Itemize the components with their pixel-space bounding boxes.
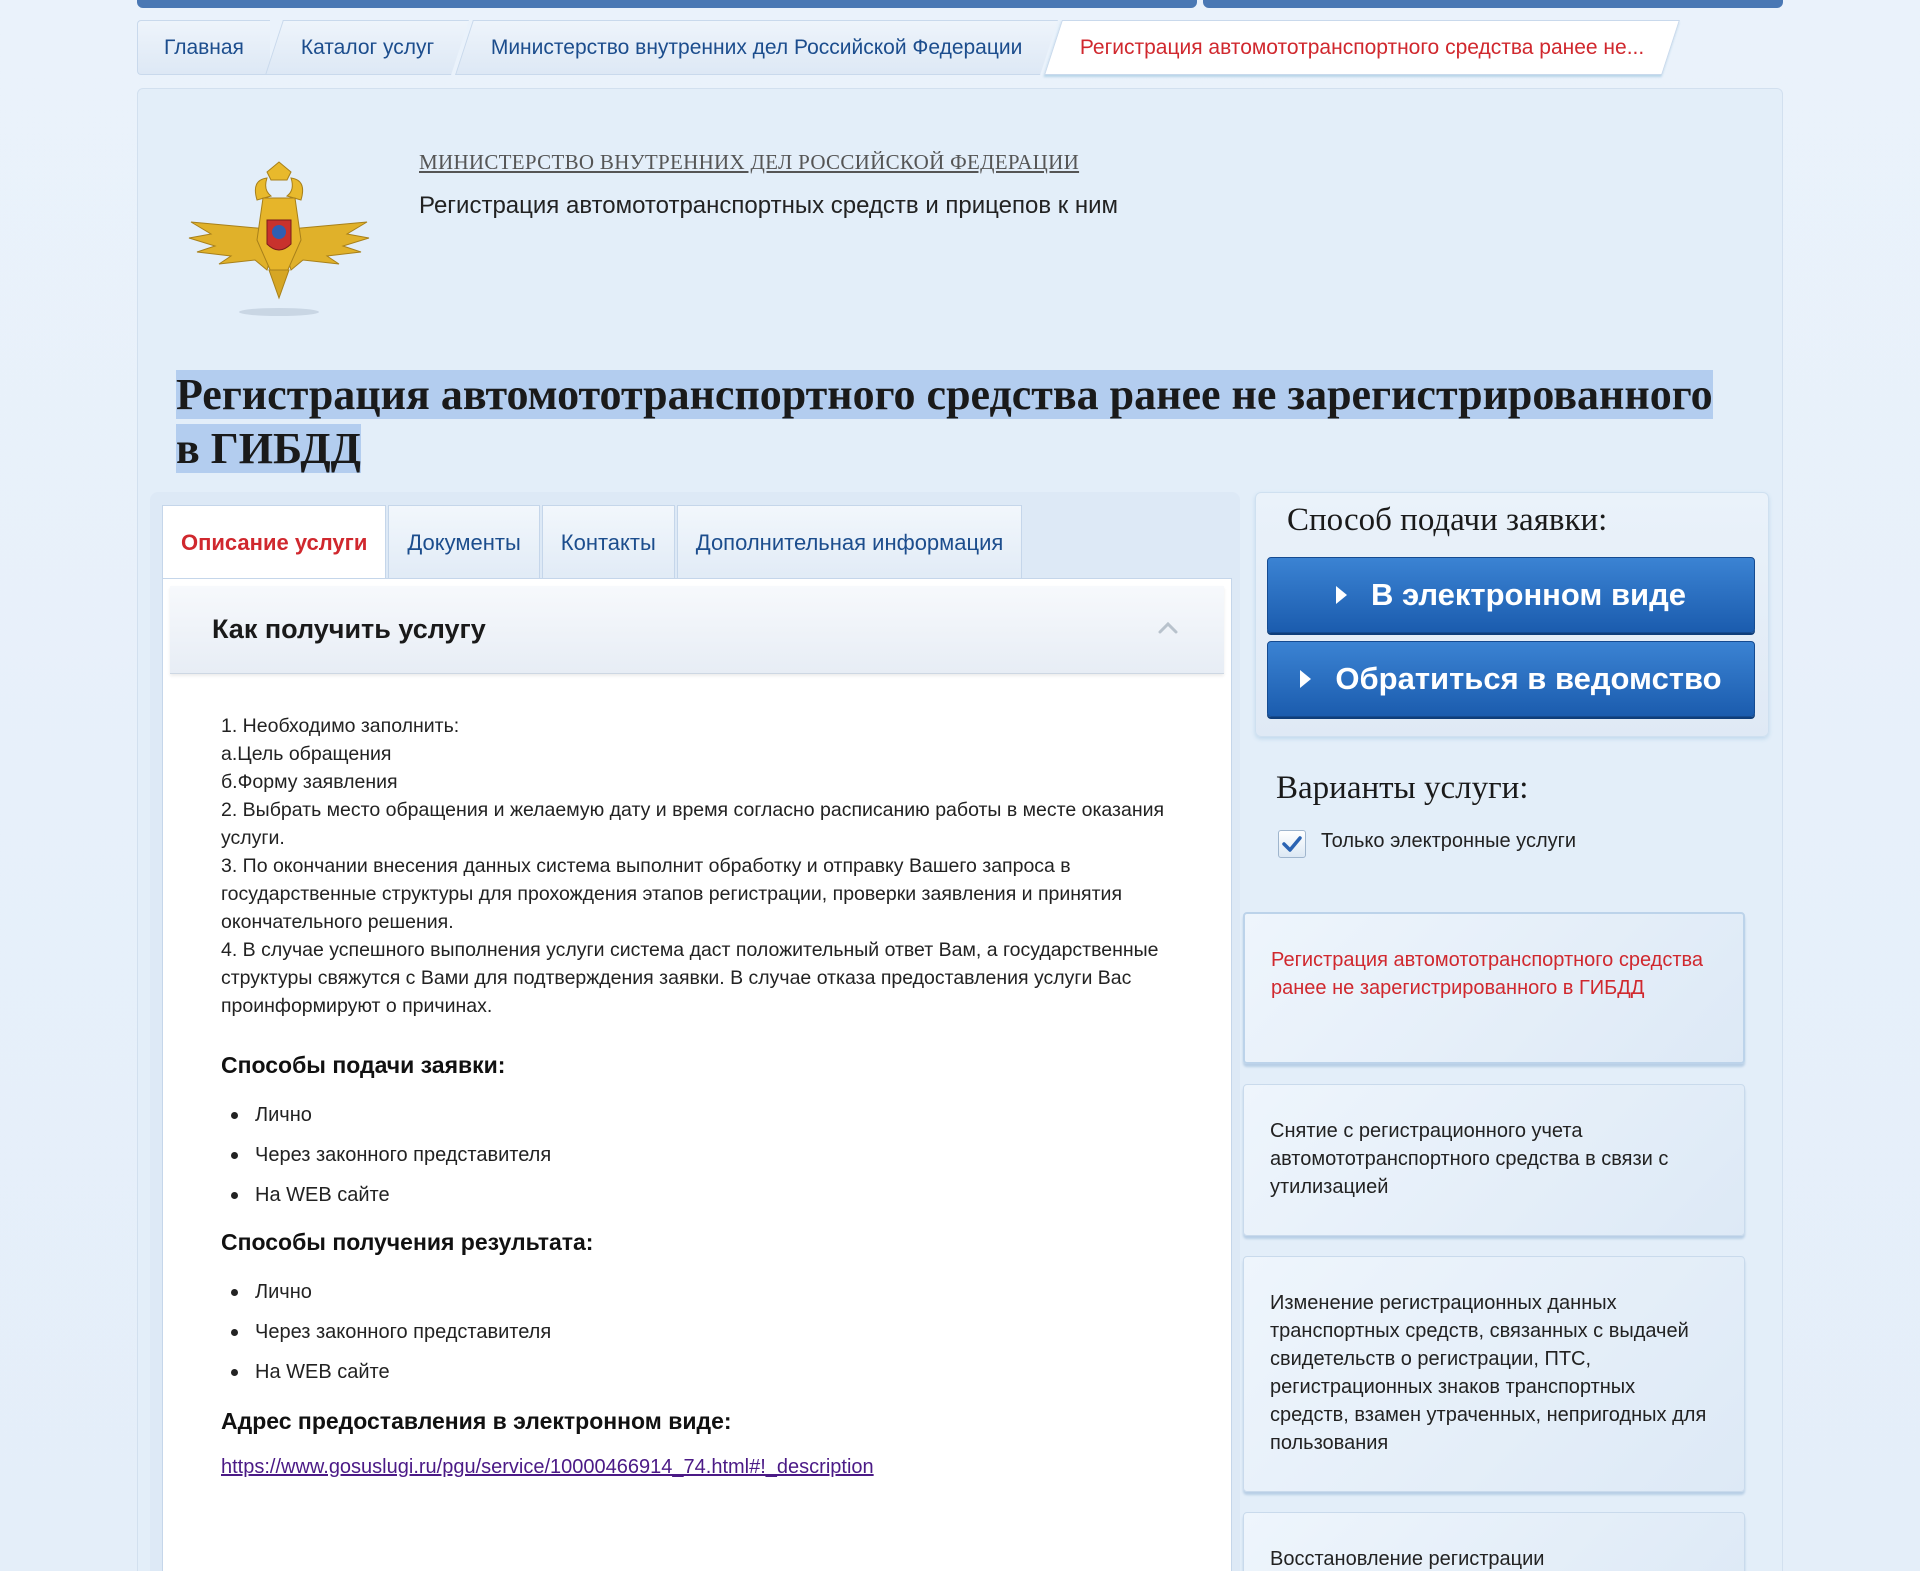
breadcrumb-ministry[interactable]: Министерство внутренних дел Российской Федерации <box>455 20 1057 75</box>
list-item: Через законного представителя <box>221 1312 551 1352</box>
electronic-only-checkbox[interactable] <box>1278 830 1306 858</box>
list-item: Лично <box>221 1272 551 1312</box>
service-url-link[interactable]: https://www.gosuslugi.ru/pgu/service/10000466914_74.html#!_description <box>221 1456 874 1478</box>
breadcrumb-catalog[interactable]: Каталог услуг <box>265 20 469 75</box>
step-text: а.Цель обращения <box>221 743 392 765</box>
steps-list <box>221 712 1181 1020</box>
tab-description[interactable]: Описание услуги <box>162 505 386 579</box>
service-subtitle: Регистрация автомототранспортных средств и прицепов к ним <box>419 192 1119 219</box>
button-label: Обратиться в ведомство <box>1335 661 1722 696</box>
result-list <box>221 1272 551 1392</box>
tab-contacts[interactable]: Контакты <box>542 505 675 579</box>
service-variant[interactable] <box>1243 1084 1745 1236</box>
accordion-title: Как получить услугу <box>212 614 486 644</box>
list-item: На WEB сайте <box>221 1175 551 1215</box>
top-nav-strip <box>137 0 1197 8</box>
list-item: Через законного представителя <box>221 1135 551 1175</box>
electronic-only-label: Только электронные услуги <box>1321 830 1577 852</box>
accordion-header[interactable] <box>170 586 1224 674</box>
tab-documents[interactable]: Документы <box>388 505 539 579</box>
breadcrumb-home[interactable]: Главная <box>137 20 270 75</box>
step-text: 2. Выбрать место обращения и желаемую дату и время согласно расписанию работы в месте оказания услуги. <box>221 799 1165 849</box>
service-variant-label: Изменение регистрационных данных транспортных средств, связанных с выдачей свидетельств о регистрации, ПТС, регистрационных знаков транспортных средств, взамен утраченных, непригодных для пользования <box>1270 1292 1707 1454</box>
service-variant-label: Снятие с регистрационного учета автомототранспортного средства в связи с утилизацией <box>1270 1120 1669 1198</box>
checkmark-icon <box>1279 831 1305 857</box>
service-variant-label: Регистрация автомототранспортного средства ранее не зарегистрированного в ГИБДД <box>1271 949 1704 999</box>
play-arrow-icon <box>1336 586 1347 604</box>
electronic-submit-button[interactable] <box>1267 557 1755 633</box>
chevron-up-icon[interactable] <box>1156 616 1180 640</box>
submit-method-title: Способ подачи заявки: <box>1287 502 1608 538</box>
page-title-text: Регистрация автомототранспортного средства ранее не зарегистрированного в ГИБДД <box>176 370 1713 473</box>
breadcrumb-current[interactable]: Регистрация автомототранспортного средства ранее не... <box>1044 20 1680 75</box>
play-arrow-icon <box>1300 670 1311 688</box>
breadcrumb <box>137 20 1675 75</box>
agency-contact-button[interactable] <box>1267 641 1755 717</box>
address-heading: Адрес предоставления в электронном виде: <box>221 1408 732 1434</box>
step-text: 1. Необходимо заполнить: <box>221 715 460 737</box>
submission-list <box>221 1095 551 1215</box>
step-text: 3. По окончании внесения данных система выполнит обработку и отправку Вашего запроса в государственные структуры для прохождения этапов регистрации, проверки заявления и принятия окончательного решения. <box>221 855 1122 933</box>
submission-heading: Способы подачи заявки: <box>221 1052 506 1078</box>
tab-additional-info[interactable]: Дополнительная информация <box>677 505 1023 579</box>
step-text: б.Форму заявления <box>221 771 398 793</box>
mvd-emblem-icon <box>171 160 387 320</box>
service-variant-active[interactable] <box>1243 912 1745 1064</box>
list-item: Лично <box>221 1095 551 1135</box>
page-title <box>176 368 1746 476</box>
result-heading: Способы получения результата: <box>221 1229 594 1255</box>
top-nav-strip-right <box>1203 0 1783 8</box>
button-label: В электронном виде <box>1371 577 1686 612</box>
list-item: На WEB сайте <box>221 1352 551 1392</box>
tabs <box>162 505 1024 579</box>
variants-title: Варианты услуги: <box>1276 770 1529 806</box>
service-variant[interactable] <box>1243 1256 1745 1492</box>
org-link[interactable]: МИНИСТЕРСТВО ВНУТРЕННИХ ДЕЛ РОССИЙСКОЙ ФЕДЕРАЦИИ <box>419 150 1080 174</box>
service-variant[interactable] <box>1243 1512 1745 1571</box>
step-text: 4. В случае успешного выполнения услуги система даст положительный ответ Вам, а государственные структуры свяжутся с Вами для подтверждения заявки. В случае отказа предоставления услуги Вас проинформируют о причинах. <box>221 939 1159 1017</box>
service-variant-label: Восстановление регистрации <box>1270 1548 1545 1570</box>
